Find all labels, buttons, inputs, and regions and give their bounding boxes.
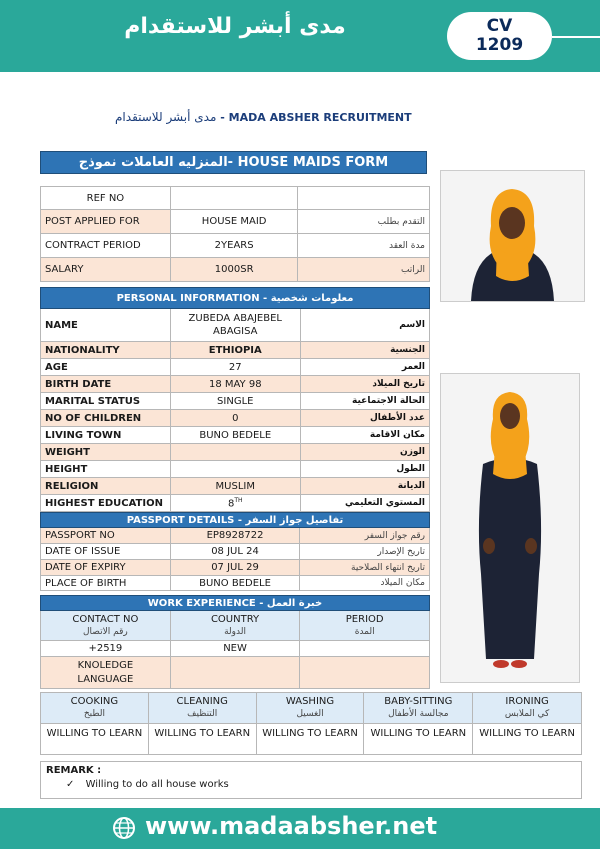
issue-label: DATE OF ISSUE (41, 544, 171, 560)
full-body-face (500, 403, 520, 429)
period-value (300, 641, 430, 657)
religion-label: RELIGION (41, 478, 171, 495)
website-link[interactable]: www.madaabsher.net (145, 812, 438, 840)
table-row (41, 478, 430, 495)
period-col-en: PERIOD (345, 613, 384, 625)
portrait-illustration (441, 171, 584, 301)
education-sup: TH (234, 496, 243, 504)
skill-cleaning-en: CLEANING (176, 696, 228, 707)
name-line1: ZUBEDA ABAJEBEL (188, 313, 282, 324)
table-row (41, 444, 430, 461)
weight-value (170, 444, 300, 461)
full-body-dress (479, 458, 541, 659)
ref-no-ar (298, 187, 430, 210)
skill-cleaning-value: WILLING TO LEARN (148, 724, 256, 755)
check-icon: ✓ (66, 779, 75, 790)
skill-cleaning-ar: التنظيف (187, 709, 218, 719)
personal-table (40, 287, 430, 512)
table-row (41, 657, 430, 689)
cv-label: CV (486, 16, 513, 36)
town-value: BUNO BEDELE (170, 427, 300, 444)
arabic-title: مدى أبشر للاستقدام (124, 14, 346, 39)
town-ar: مكان الاقامة (300, 427, 429, 444)
height-value (170, 461, 300, 478)
skill-cooking-value: WILLING TO LEARN (41, 724, 149, 755)
skill-babysitting-ar: مجالسة الأطفال (388, 709, 449, 719)
table-row (41, 427, 430, 444)
table-row (41, 611, 430, 641)
skill-ironing-value: WILLING TO LEARN (473, 724, 582, 755)
salary-label: SALARY (41, 258, 171, 282)
table-row (41, 560, 430, 576)
knowledge-line1: KNOLEDGE (77, 659, 134, 671)
skill-cooking-en: COOKING (70, 696, 119, 707)
education-ar: المستوي التعليمي (300, 495, 429, 512)
passport-table (40, 512, 430, 591)
children-value: 0 (170, 410, 300, 427)
ref-no-value (170, 187, 298, 210)
portrait-photo (440, 170, 585, 302)
weight-label: WEIGHT (41, 444, 171, 461)
subtitle-arabic: مدى أبشر للاستقدام (115, 110, 217, 124)
skills-value-row (41, 724, 582, 755)
footer-banner (0, 808, 600, 849)
birthdate-label: BIRTH DATE (41, 376, 171, 393)
table-row (41, 258, 430, 282)
table-row (41, 309, 430, 342)
table-row (41, 528, 430, 544)
full-body-illustration (441, 374, 579, 682)
contract-ar: مدة العقد (298, 234, 430, 258)
contract-label: CONTRACT PERIOD (41, 234, 171, 258)
skill-washing-en: WASHING (285, 696, 335, 707)
left-shoe (493, 660, 509, 668)
table-row (41, 376, 430, 393)
skill-washing-value: WILLING TO LEARN (256, 724, 364, 755)
ref-no-label: REF NO (41, 187, 171, 210)
knowledge-extra (300, 657, 430, 689)
remark-label: REMARK : (46, 765, 102, 776)
form-title: المنزليه العاملات نموذج- HOUSE MAIDS FORM (40, 151, 427, 174)
company-subtitle (115, 110, 455, 124)
knowledge-language-label (41, 657, 171, 689)
period-col-header (300, 611, 430, 641)
remark-box (40, 761, 582, 799)
expiry-ar: تاريخ انتهاء الصلاحية (300, 560, 430, 576)
height-label: HEIGHT (41, 461, 171, 478)
remark-text: Willing to do all house works (85, 779, 229, 790)
table-row (41, 210, 430, 234)
marital-value: SINGLE (170, 393, 300, 410)
portrait-face (499, 207, 525, 239)
country-col-ar: الدولة (224, 626, 246, 637)
skill-ironing (473, 693, 582, 724)
table-row (41, 342, 430, 359)
age-label: AGE (41, 359, 171, 376)
religion-ar: الديانة (300, 478, 429, 495)
name-label: NAME (41, 309, 171, 342)
salary-ar: الراتب (298, 258, 430, 282)
period-col-ar: المدة (354, 626, 375, 637)
education-value (170, 495, 300, 512)
skill-babysitting-value: WILLING TO LEARN (364, 724, 473, 755)
skill-washing (256, 693, 364, 724)
left-hand (483, 538, 495, 554)
subtitle-english: MADA ABSHER RECRUITMENT (228, 111, 412, 124)
subtitle-separator: - (220, 111, 225, 124)
education-grade: 8 (227, 498, 235, 510)
table-row (41, 641, 430, 657)
marital-ar: الحالة الاجتماعية (300, 393, 429, 410)
skill-babysitting (364, 693, 473, 724)
contact-col-ar: رقم الاتصال (83, 626, 128, 637)
age-value: 27 (170, 359, 300, 376)
knowledge-line2: LANGUAGE (77, 673, 134, 685)
age-ar: العمر (300, 359, 429, 376)
salary-value: 1000SR (170, 258, 298, 282)
table-row (41, 393, 430, 410)
skill-cooking-ar: الطبخ (83, 709, 105, 719)
children-label: NO OF CHILDREN (41, 410, 171, 427)
right-shoe (511, 660, 527, 668)
job-table (40, 186, 430, 282)
table-row (41, 495, 430, 512)
post-value: HOUSE MAID (170, 210, 298, 234)
name-line2: ABAGISA (213, 326, 258, 337)
contract-value: 2YEARS (170, 234, 298, 258)
issue-value: 08 JUL 24 (170, 544, 300, 560)
passport-no-label: PASSPORT NO (41, 528, 171, 544)
top-banner (0, 0, 600, 72)
contact-value: +2519 (41, 641, 171, 657)
knowledge-value (170, 657, 300, 689)
marital-label: MARITAL STATUS (41, 393, 171, 410)
globe-icon (112, 816, 136, 840)
skill-cleaning (148, 693, 256, 724)
table-row (41, 234, 430, 258)
table-row (41, 576, 430, 591)
passport-header: PASSPORT DETAILS - تفاصيل جواز السفر (41, 513, 430, 528)
nationality-label: NATIONALITY (41, 342, 171, 359)
country-col-en: COUNTRY (210, 613, 260, 625)
skill-ironing-ar: كي الملابس (504, 709, 550, 719)
country-value: NEW (170, 641, 300, 657)
skills-table (40, 692, 582, 755)
issue-ar: تاريخ الإصدار (300, 544, 430, 560)
name-value (170, 309, 300, 342)
banner-line (552, 36, 600, 38)
skill-cooking (41, 693, 149, 724)
table-row (41, 544, 430, 560)
passport-no-value: EP8928722 (170, 528, 300, 544)
work-table (40, 595, 430, 689)
birthdate-value: 18 MAY 98 (170, 376, 300, 393)
religion-value: MUSLIM (170, 478, 300, 495)
expiry-value: 07 JUL 29 (170, 560, 300, 576)
cv-number: 1209 (475, 35, 524, 55)
personal-header: PERSONAL INFORMATION - معلومات شخصية (41, 288, 430, 309)
contact-col-header (41, 611, 171, 641)
town-label: LIVING TOWN (41, 427, 171, 444)
post-label: POST APPLIED FOR (41, 210, 171, 234)
work-header: WORK EXPERIENCE - خبرة العمل (41, 596, 430, 611)
cv-badge (447, 12, 552, 60)
name-ar: الاسم (300, 309, 429, 342)
birthdate-ar: تاريخ الميلاد (300, 376, 429, 393)
passport-no-ar: رقم جواز السفر (300, 528, 430, 544)
post-ar: التقدم بطلب (298, 210, 430, 234)
skill-ironing-en: IRONING (505, 696, 549, 707)
nationality-value: ETHIOPIA (170, 342, 300, 359)
height-ar: الطول (300, 461, 429, 478)
expiry-label: DATE OF EXPIRY (41, 560, 171, 576)
contact-col-en: CONTACT NO (72, 613, 139, 625)
skill-washing-ar: الغسيل (296, 709, 324, 719)
full-body-photo (440, 373, 580, 683)
pob-label: PLACE OF BIRTH (41, 576, 171, 591)
skill-babysitting-en: BABY-SITTING (384, 696, 453, 707)
nationality-ar: الجنسية (300, 342, 429, 359)
remark-item (66, 779, 576, 790)
pob-value: BUNO BEDELE (170, 576, 300, 591)
pob-ar: مكان الميلاد (300, 576, 430, 591)
table-row (41, 359, 430, 376)
table-row (41, 410, 430, 427)
education-label: HIGHEST EDUCATION (41, 495, 171, 512)
weight-ar: الوزن (300, 444, 429, 461)
children-ar: عدد الأطفال (300, 410, 429, 427)
right-hand (525, 538, 537, 554)
table-row (41, 461, 430, 478)
skills-header-row (41, 693, 582, 724)
country-col-header (170, 611, 300, 641)
